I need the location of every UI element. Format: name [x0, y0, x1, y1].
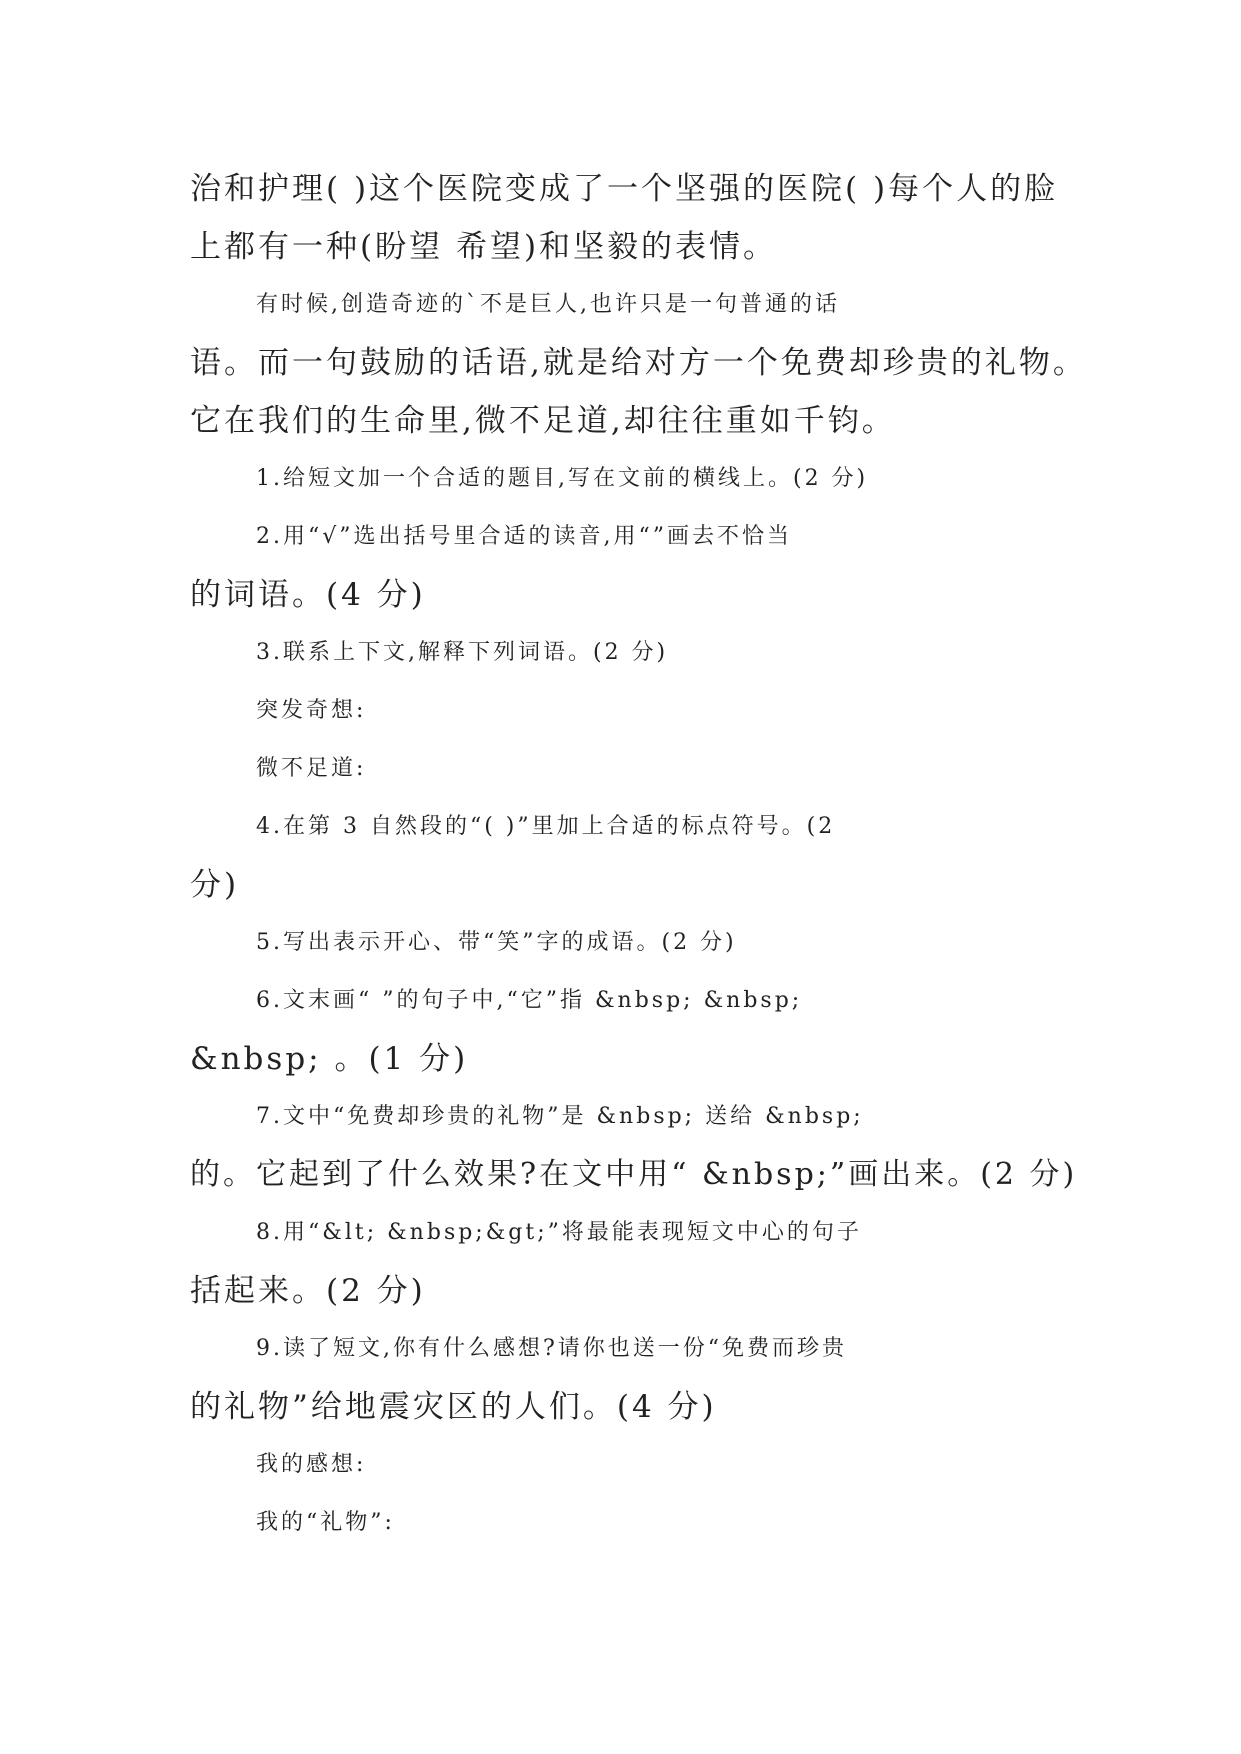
- question-2: 2.用“√”选出括号里合适的读音,用“”画去不恰当: [256, 524, 792, 549]
- question-4: 4.在第 3 自然段的“( )”里加上合适的标点符号。(2: [256, 814, 836, 839]
- question-4-cont: 分): [190, 867, 240, 903]
- question-3: 3.联系上下文,解释下列词语。(2 分): [256, 640, 669, 665]
- text-line-4: 语。而一句鼓励的话语,就是给对方一个免费却珍贵的礼物。: [190, 345, 1087, 381]
- question-9: 9.读了短文,你有什么感想?请你也送一份“免费而珍贵: [256, 1336, 848, 1361]
- question-7: 7.文中“免费却珍贵的礼物”是 &nbsp; 送给 &nbsp;: [256, 1104, 864, 1129]
- text-line-5: 它在我们的生命里,微不足道,却往往重如千钧。: [190, 403, 896, 439]
- text-line-1: 治和护理( )这个医院变成了一个坚强的医院( )每个人的脸: [190, 171, 1059, 207]
- question-3-term-1: 突发奇想:: [256, 698, 367, 723]
- text-line-2: 上都有一种(盼望 希望)和坚毅的表情。: [190, 229, 778, 265]
- question-6: 6.文末画“ ”的句子中,“它”指 &nbsp; &nbsp;: [256, 988, 803, 1013]
- question-9-cont: 的礼物”给地震灾区的人们。(4 分): [190, 1389, 717, 1425]
- document-body: [190, 160, 1087, 1552]
- question-8-cont: 括起来。(2 分): [190, 1273, 426, 1309]
- text-line-3: 有时候,创造奇迹的`不是巨人,也许只是一句普通的话: [256, 292, 840, 317]
- question-5: 5.写出表示开心、带“笑”字的成语。(2 分): [256, 930, 737, 955]
- question-3-term-2: 微不足道:: [256, 756, 367, 781]
- answer-feelings-label: 我的感想:: [256, 1452, 367, 1477]
- question-6-cont: &nbsp; 。(1 分): [190, 1041, 469, 1077]
- question-8: 8.用“&lt; &nbsp;&gt;”将最能表现短文中心的句子: [256, 1220, 862, 1245]
- answer-gift-label: 我的“礼物”:: [256, 1510, 395, 1535]
- question-1: 1.给短文加一个合适的题目,写在文前的横线上。(2 分): [256, 466, 869, 491]
- question-2-cont: 的词语。(4 分): [190, 577, 426, 613]
- question-7-cont: 的。它起到了什么效果?在文中用“ &nbsp;”画出来。(2 分): [190, 1157, 1078, 1192]
